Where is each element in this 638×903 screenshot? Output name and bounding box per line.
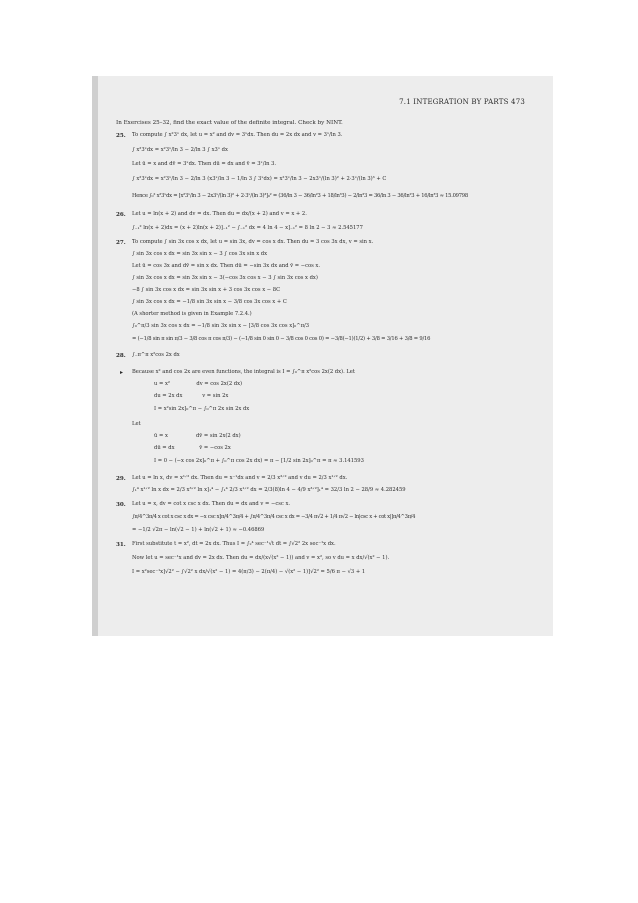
exercise-26-line-2: ∫₋₁² ln(x + 2)dx = (x + 2)ln(x + 2)]₋₁² − ∫₋₁² dx = 4 ln 4 − x]₋₁² = 8 ln 2 − 3 ≈ 2.545177 bbox=[132, 225, 363, 231]
exercise-25-line-5: Hence ∫₀² x²3ˣdx = [x²3ˣ/ln 3 − 2x3ˣ/(ln 3)² + 2·3ˣ/(ln 3)³]₀² = (36/ln 3 − 36/ln²3 + 18/ln³3) − 2/ln³3 = 36/ln 3 − 36/ln²3 + 16/ln³3 ≈ 15.09798 bbox=[132, 193, 468, 199]
running-head: 7.1 INTEGRATION BY PARTS 473 bbox=[399, 98, 525, 106]
exercise-25-line-3: Let ū = x and dv̄ = 3ˣdx. Then dū = dx and v̄ = 3ˣ/ln 3. bbox=[132, 161, 277, 167]
exercise-31-line-2: Now let u = sec⁻¹x and dv = 2x dx. Then du = dx/(x√(x² − 1)) and v = x², so v du = x dx/√(x² − 1). bbox=[132, 555, 390, 561]
exercise-29-number: 29. bbox=[116, 476, 126, 482]
exercise-27-line-1: To compute ∫ sin 3x cos x dx, let u = sin 3x, dv = cos x dx. Then du = 3 cos 3x dx, v = sin x. bbox=[132, 239, 374, 245]
exercise-28-line-8: dū = dx v̄ = −cos 2x bbox=[154, 445, 231, 451]
scanned-page bbox=[92, 76, 553, 636]
exercise-25-line-1: To compute ∫ x²3ˣ dx, let u = x² and dv = 3ˣdx. Then du = 2x dx and v = 3ˣ/ln 3. bbox=[132, 132, 343, 138]
exercise-31-line-1: First substitute t = x², dt = 2x dx. Thus I = ∫₂⁴ sec⁻¹√t dt = ∫√2² 2x sec⁻¹x dx. bbox=[132, 541, 336, 547]
exercise-27-number: 27. bbox=[116, 240, 126, 246]
exercise-28-line-9: I = 0 − (−x cos 2x]₀^π + ∫₀^π cos 2x dx) = π − [1/2 sin 2x]₀^π = π ≈ 3.141593 bbox=[154, 458, 364, 464]
exercise-27-line-5: −8 ∫ sin 3x cos x dx = sin 3x sin x + 3 cos 3x cos x − 8C bbox=[132, 287, 281, 293]
exercise-29-line-1: Let u = ln x, dv = x¹ᐟ² dx. Then du = x⁻¹dx and v = 2/3 x³ᐟ² and v du = 2/3 x¹ᐟ² dx. bbox=[132, 475, 348, 481]
exercise-27-line-8: ∫₀^π/3 sin 3x cos x dx = −1/8 sin 3x sin x − [3/8 cos 3x cos x]₀^π/3 bbox=[132, 323, 310, 329]
exercise-25-line-2: ∫ x²3ˣdx = x²3ˣ/ln 3 − 2/ln 3 ∫ x3ˣ dx bbox=[132, 147, 228, 153]
exercise-27-line-6: ∫ sin 3x cos x dx = −1/8 sin 3x sin x − 3/8 cos 3x cos x + C bbox=[132, 299, 287, 305]
exercise-31-line-3: I = x²sec⁻¹x]√2² − ∫√2² x dx/√(x² − 1) = 4(π/3) − 2(π/4) − √(x² − 1)]√2² = 5/6 π − √3 + 1 bbox=[132, 569, 366, 575]
exercise-28-line-3: u = x² dv = cos 2x(2 dx) bbox=[154, 381, 243, 387]
exercise-28-line-4: du = 2x dx v = sin 2x bbox=[154, 393, 229, 399]
exercise-25-number: 25. bbox=[116, 133, 126, 139]
exercise-28-line-2: Because x² and cos 2x are even functions, the integral is I = ∫₀^π x²cos 2x(2 dx). Let bbox=[132, 369, 355, 375]
exercise-28-line-7: ū = x dv̄ = sin 2x(2 dx) bbox=[154, 433, 241, 439]
exercise-26-number: 26. bbox=[116, 212, 126, 218]
solution-arrow-icon: ▸ bbox=[120, 369, 124, 376]
exercise-25-line-4: ∫ x²3ˣdx = x²3ˣ/ln 3 − 2/ln 3 (x3ˣ/ln 3 − 1/ln 3 ∫ 3ˣdx) = x²3ˣ/ln 3 − 2x3ˣ/(ln 3)² + 2·3ˣ/(ln 3)³ + C bbox=[132, 176, 387, 182]
exercise-30-line-1: Let u = x, dv = cot x csc x dx. Then du = dx and v = −csc x. bbox=[132, 501, 291, 507]
exercise-28-line-6: Let bbox=[132, 421, 141, 427]
exercise-27-line-4: ∫ sin 3x cos x dx = sin 3x sin x − 3(−cos 3x cos x − 3 ∫ sin 3x cos x dx) bbox=[132, 275, 318, 281]
exercise-27-line-7: (A shorter method is given in Example 7.2.4.) bbox=[132, 311, 252, 317]
exercise-30-line-2: ∫π/4^3π/4 x cot x csc x dx = −x csc x]π/4^3π/4 + ∫π/4^3π/4 csc x dx = −3/4 π√2 + 1/4 π√2 − ln|csc x + cot x|]π/4^3π/4 bbox=[132, 514, 416, 520]
exercise-28-line-5: I = x²sin 2x]₀^π − ∫₀^π 2x sin 2x dx bbox=[154, 406, 250, 412]
exercise-26-line-1: Let u = ln(x + 2) and dv = dx. Then du = dx/(x + 2) and v = x + 2. bbox=[132, 211, 307, 217]
exercise-29-line-2: ∫₁⁴ x¹ᐟ² ln x dx = 2/3 x³ᐟ² ln x]₁⁴ − ∫₁⁴ 2/3 x¹ᐟ² dx = 2/3(8)ln 4 − 4/9 x³ᐟ²]₁⁴ = 32/3 ln 2 − 28/9 ≈ 4.282459 bbox=[132, 487, 406, 493]
exercise-28-number: 28. bbox=[116, 353, 126, 359]
exercise-28-line-1: ∫₋π^π x²cos 2x dx bbox=[132, 352, 180, 358]
exercise-30-number: 30. bbox=[116, 502, 126, 508]
exercises-intro: In Exercises 25–32, find the exact value of the definite integral. Check by NINT. bbox=[116, 120, 343, 126]
exercise-27-line-2: ∫ sin 3x cos x dx = sin 3x sin x − 3 ∫ cos 3x sin x dx bbox=[132, 251, 268, 257]
exercise-27-line-3: Let ū = cos 3x and dv̄ = sin x dx. Then dū = −sin 3x dx and v̄ = −cos x. bbox=[132, 263, 321, 269]
exercise-27-line-9: = (−1/8 sin π sin π/3 − 3/8 cos π cos π/3) − (−1/8 sin 0 sin 0 − 3/8 cos 0 cos 0) = −3/8(−1)(1/2) + 3/8 = 3/16 + 3/8 = 9/16 bbox=[132, 336, 431, 342]
exercise-30-line-3: = −1/2 √2π − ln(√2 − 1) + ln(√2 + 1) ≈ −0.46869 bbox=[132, 527, 265, 533]
exercise-31-number: 31. bbox=[116, 542, 126, 548]
